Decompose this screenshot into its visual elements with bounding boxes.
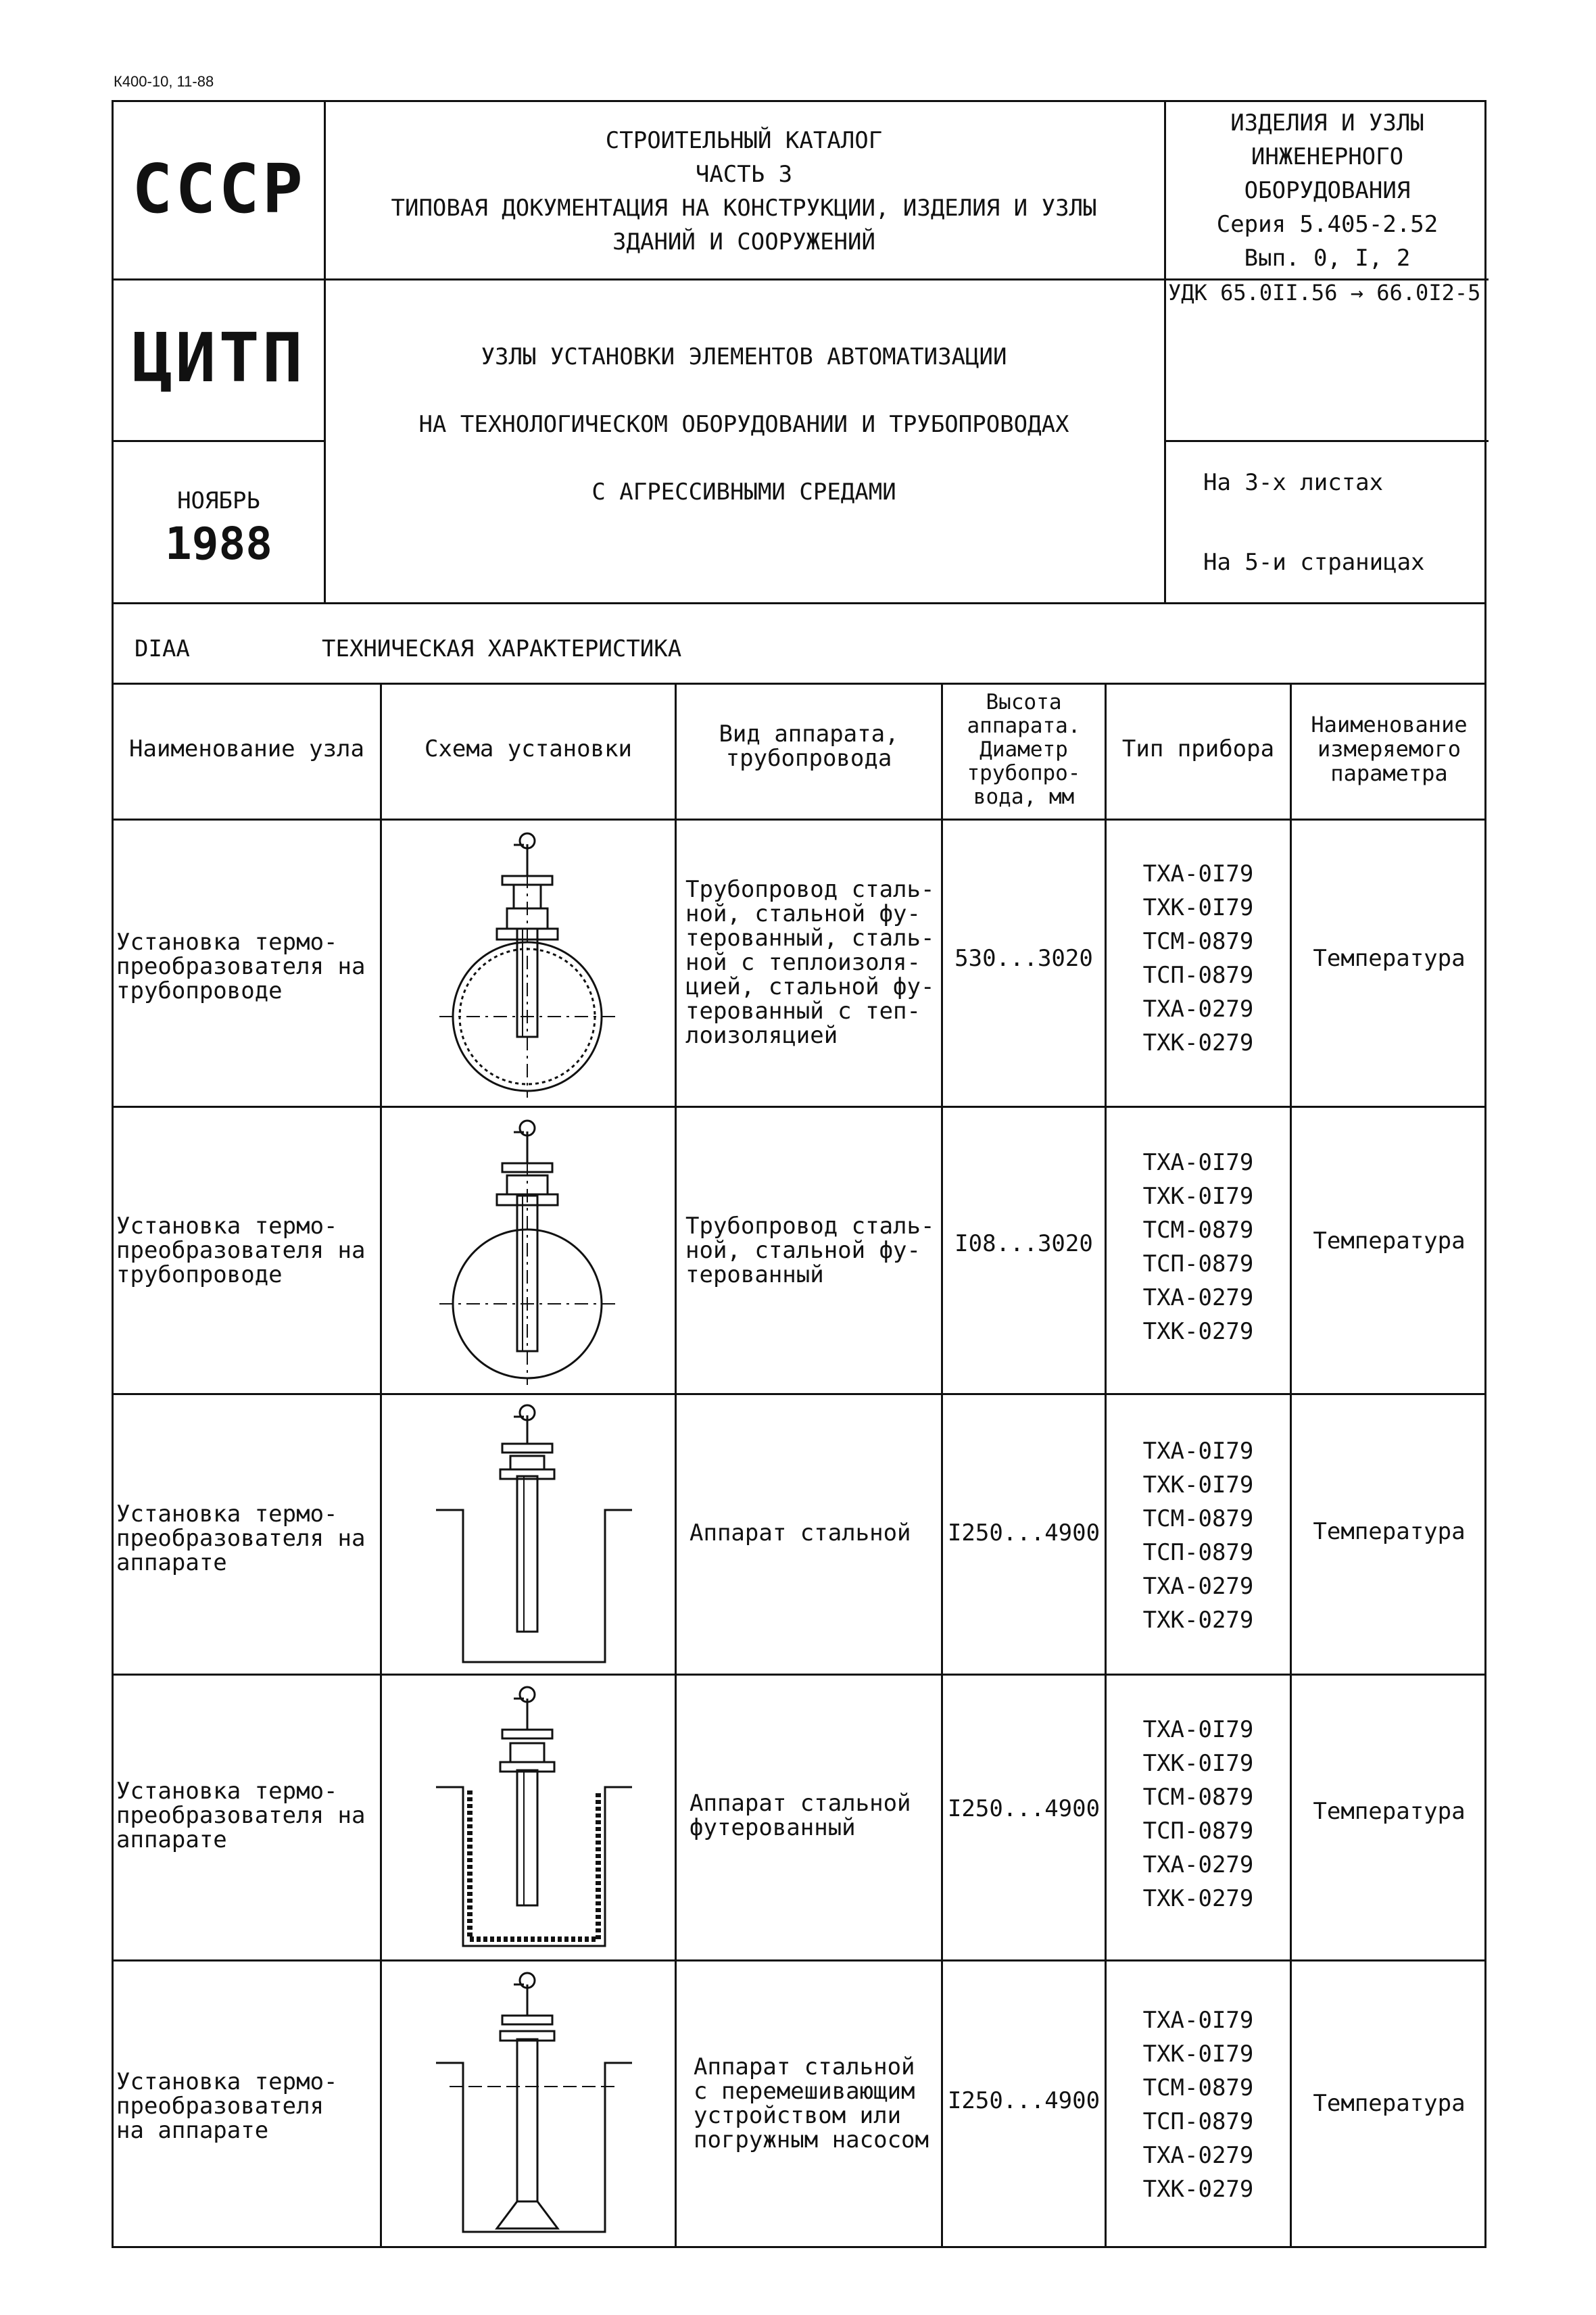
- col-header-param: [1292, 712, 1486, 785]
- device-type: ТХК-0279: [1142, 1885, 1254, 1912]
- title-block: [324, 340, 1164, 543]
- spec-table: [112, 604, 1486, 2248]
- device-type: ТСП-0879: [1142, 962, 1254, 989]
- row1-devices: [1107, 857, 1290, 1060]
- device-type: ТХА-0I79: [1142, 1716, 1254, 1743]
- scheme-apparatus-mixer: [382, 1961, 675, 2248]
- row5-devices: [1107, 2003, 1290, 2206]
- row4-kind: [690, 1791, 941, 1840]
- title-line: НА ТЕХНОЛОГИЧЕСКОМ ОБОРУДОВАНИИ И ТРУБОПРОВОДАХ: [418, 411, 1069, 438]
- device-type: ТХА-0279: [1142, 1851, 1254, 1878]
- issue-line: Вып. 0, I, 2: [1244, 245, 1411, 272]
- header-line: аппарата.: [967, 714, 1081, 738]
- device-type: ТСМ-0879: [1142, 1784, 1254, 1811]
- title-line: УЗЛЫ УСТАНОВКИ ЭЛЕМЕНТОВ АВТОМАТИЗАЦИИ: [481, 343, 1007, 370]
- section-block: [1166, 106, 1489, 275]
- scheme-apparatus: [382, 1395, 675, 1674]
- device-type: ТХК-0279: [1142, 2176, 1254, 2203]
- header-line: Наименование: [1311, 712, 1468, 737]
- device-type: ТХА-0I79: [1142, 2007, 1254, 2034]
- row4-param: Температура: [1313, 1798, 1466, 1825]
- sheets-label: На 3-х листах: [1203, 469, 1384, 496]
- catalog-line: ЧАСТЬ 3: [695, 161, 793, 188]
- kind-line: устройством или: [694, 2102, 902, 2129]
- device-type: ТХА-0279: [1142, 2142, 1254, 2169]
- name-line: Установка термо-: [116, 2068, 338, 2095]
- kind-line: терованный с теп-: [685, 998, 921, 1025]
- device-type: ТХК-0I79: [1142, 1183, 1254, 1210]
- pages-label: На 5-и страницах: [1203, 549, 1425, 576]
- kind-line: ной, стальной фу-: [685, 900, 921, 927]
- org-label: ЦИТП: [132, 318, 306, 397]
- row4-size: I250...4900: [947, 1795, 1101, 1822]
- col-header-size: [943, 691, 1105, 809]
- header-line: вода, мм: [973, 785, 1075, 809]
- header-line: параметра: [1330, 760, 1448, 786]
- header-line: Вид аппарата,: [719, 721, 899, 748]
- device-type: ТСП-0879: [1142, 1818, 1254, 1845]
- col-header-device: Тип прибора: [1121, 735, 1275, 762]
- catalog-line: СТРОИТЕЛЬНЫЙ КАТАЛОГ: [605, 127, 883, 154]
- kind-line: футерованный: [690, 1814, 856, 1841]
- device-type: ТХК-0I79: [1142, 1750, 1254, 1777]
- row2-kind: [685, 1214, 941, 1287]
- scheme-pipe: [382, 1108, 675, 1393]
- kind-line: Аппарат стальной: [690, 1519, 911, 1546]
- header-line: измеряемого: [1317, 736, 1461, 762]
- device-type: ТХК-0I79: [1142, 894, 1254, 921]
- row1-param: Температура: [1313, 945, 1466, 972]
- kind-line: с перемешивающим: [694, 2078, 915, 2105]
- col-header-kind: [677, 722, 941, 771]
- row3-param: Температура: [1313, 1518, 1466, 1545]
- device-type: ТСП-0879: [1142, 1250, 1254, 1277]
- document-code: К400-10, 11-88: [114, 73, 214, 90]
- device-type: ТСП-0879: [1142, 2108, 1254, 2135]
- catalog-line: ЗДАНИЙ И СООРУЖЕНИЙ: [612, 228, 875, 255]
- device-type: ТХА-0279: [1142, 996, 1254, 1023]
- scheme-apparatus-lined: [382, 1676, 675, 1959]
- header-line: Высота: [986, 690, 1062, 714]
- kind-line: лоизоляцией: [685, 1022, 838, 1049]
- col-header-name: Наименование узла: [129, 735, 364, 762]
- name-line: аппарате: [116, 1549, 227, 1576]
- header-line: трубопровода: [725, 745, 892, 772]
- device-type: ТХА-0279: [1142, 1573, 1254, 1600]
- name-line: Установка термо-: [116, 1213, 338, 1240]
- name-line: трубопроводе: [116, 977, 283, 1004]
- name-line: на аппарате: [116, 2117, 269, 2144]
- kind-line: ной с теплоизоля-: [685, 949, 921, 976]
- name-line: преобразователя на: [116, 1237, 366, 1264]
- header-line: трубопро-: [967, 761, 1081, 785]
- device-type: ТХА-0I79: [1142, 1438, 1254, 1465]
- row4-name: [116, 1779, 380, 1852]
- name-line: преобразователя на: [116, 953, 366, 980]
- month-label: НОЯБРЬ: [177, 487, 260, 514]
- kind-line: терованный, сталь-: [685, 925, 935, 952]
- device-type: ТСМ-0879: [1142, 2074, 1254, 2101]
- device-type: ТСМ-0879: [1142, 1505, 1254, 1532]
- row3-name: [116, 1502, 380, 1575]
- series-line: Серия 5.405-2.52: [1216, 211, 1438, 238]
- device-type: ТСП-0879: [1142, 1539, 1254, 1566]
- row5-size: I250...4900: [947, 2087, 1101, 2114]
- kind-line: Трубопровод сталь-: [685, 876, 935, 903]
- name-line: преобразователя: [116, 2093, 324, 2120]
- section-line: ОБОРУДОВАНИЯ: [1244, 177, 1411, 204]
- row2-devices: [1107, 1146, 1290, 1348]
- row2-size: I08...3020: [954, 1230, 1093, 1257]
- row2-name: [116, 1214, 380, 1287]
- device-type: ТХК-0I79: [1142, 2041, 1254, 2068]
- section-code: DIAA: [135, 635, 190, 662]
- name-line: трубопроводе: [116, 1261, 283, 1288]
- catalog-line: ТИПОВАЯ ДОКУМЕНТАЦИЯ НА КОНСТРУКЦИИ, ИЗДЕЛИЯ И УЗЛЫ: [391, 195, 1097, 222]
- row4-devices: [1107, 1713, 1290, 1916]
- kind-line: Трубопровод сталь-: [685, 1213, 935, 1240]
- device-type: ТХА-0I79: [1142, 1149, 1254, 1176]
- row5-kind: [694, 2055, 941, 2152]
- kind-line: Аппарат стальной: [690, 1790, 911, 1817]
- header-line: Диаметр: [980, 737, 1068, 762]
- row1-name: [116, 930, 380, 1003]
- col-header-scheme: Схема установки: [424, 735, 633, 762]
- row3-devices: [1107, 1434, 1290, 1637]
- kind-line: Аппарат стальной: [694, 2053, 915, 2080]
- device-type: ТХК-0279: [1142, 1029, 1254, 1056]
- row5-param: Температура: [1313, 2090, 1466, 2117]
- title-line: С АГРЕССИВНЫМИ СРЕДАМИ: [591, 479, 896, 506]
- country-label: СССР: [132, 149, 306, 228]
- kind-line: ной, стальной фу-: [685, 1237, 921, 1264]
- row3-kind: [690, 1521, 941, 1545]
- device-type: ТХА-0279: [1142, 1284, 1254, 1311]
- device-type: ТХА-0I79: [1142, 860, 1254, 887]
- row1-kind: [685, 877, 941, 1048]
- kind-line: погружным насосом: [694, 2126, 929, 2153]
- name-line: преобразователя на: [116, 1802, 366, 1829]
- device-type: ТХК-0279: [1142, 1607, 1254, 1634]
- name-line: Установка термо-: [116, 1778, 338, 1805]
- name-line: аппарате: [116, 1826, 227, 1853]
- year-label: 1988: [165, 518, 272, 570]
- name-line: Установка термо-: [116, 929, 338, 956]
- row1-size: 530...3020: [954, 945, 1093, 972]
- row5-name: [116, 2070, 380, 2143]
- header-frame: [112, 100, 1486, 604]
- section-line: ИЗДЕЛИЯ И УЗЛЫ: [1230, 109, 1424, 137]
- device-type: ТХК-0I79: [1142, 1471, 1254, 1498]
- section-title: ТЕХНИЧЕСКАЯ ХАРАКТЕРИСТИКА: [322, 635, 682, 662]
- name-line: Установка термо-: [116, 1501, 338, 1528]
- row3-size: I250...4900: [947, 1519, 1101, 1546]
- device-type: ТСМ-0879: [1142, 928, 1254, 955]
- section-line: ИНЖЕНЕРНОГО: [1251, 143, 1404, 170]
- kind-line: цией, стальной фу-: [685, 973, 935, 1000]
- kind-line: терованный: [685, 1261, 824, 1288]
- row2-param: Температура: [1313, 1227, 1466, 1254]
- device-type: ТХК-0279: [1142, 1318, 1254, 1345]
- device-type: ТСМ-0879: [1142, 1217, 1254, 1244]
- udk-label: УДК 65.0II.56 → 66.0I2-5: [1168, 280, 1481, 306]
- scheme-pipe-lined: [382, 821, 675, 1106]
- catalog-block: [324, 124, 1164, 259]
- name-line: преобразователя на: [116, 1525, 366, 1552]
